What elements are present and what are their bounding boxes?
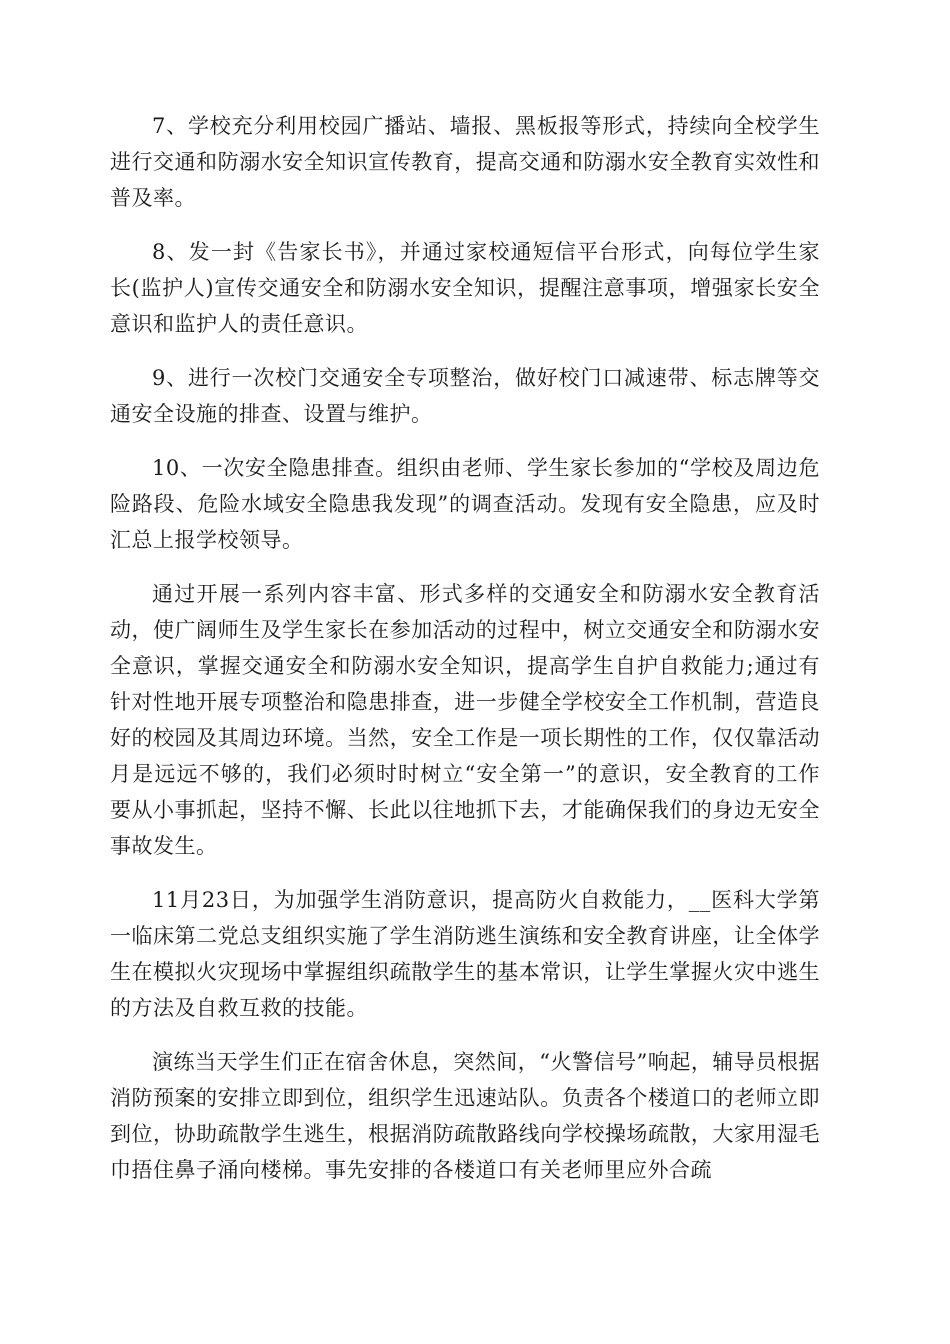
paragraph-item-7: 7、学校充分利用校园广播站、墙报、黑板报等形式，持续向全校学生进行交通和防溺水安全知识宣传教育，提高交通和防溺水安全教育实效性和普及率。 — [110, 114, 820, 210]
paragraph-fire-drill-process: 演练当天学生们正在宿舍休息，突然间，“火警信号”响起，辅导员根据消防预案的安排立即到位，组织学生迅速站队。负责各个楼道口的老师立即到位，协助疏散学生逃生，根据消防疏散路线向学校操场疏散，大家用湿毛巾捂住鼻子涌向楼梯。事先安排的各楼道口有关老师里应外合疏 — [110, 1050, 820, 1182]
paragraph-fire-drill-intro: 11月23日，为加强学生消防意识，提高防火自救能力，__医科大学第一临床第二党总支组织实施了学生消防逃生演练和安全教育讲座，让全体学生在模拟火灾现场中掌握组织疏散学生的基本常识，让学生掌握火灾中逃生的方法及自救互救的技能。 — [110, 888, 820, 1020]
paragraph-summary: 通过开展一系列内容丰富、形式多样的交通安全和防溺水安全教育活动，使广阔师生及学生家长在参加活动的过程中，树立交通安全和防溺水安全意识，掌握交通安全和防溺水安全知识，提高学生自护自救能力;通过有针对性地开展专项整治和隐患排查，进一步健全学校安全工作机制，营造良好的校园及其周边环境。当然，安全工作是一项长期性的工作，仅仅靠活动月是远远不够的，我们必须时时树立“安全第一”的意识，安全教育的工作要从小事抓起，坚持不懈、长此以往地抓下去，才能确保我们的身边无安全事故发生。 — [110, 582, 820, 858]
paragraph-item-8: 8、发一封《告家长书》，并通过家校通短信平台形式，向每位学生家长(监护人)宣传交通安全和防溺水安全知识，提醒注意事项，增强家长安全意识和监护人的责任意识。 — [110, 240, 820, 336]
paragraph-item-10: 10、一次安全隐患排查。组织由老师、学生家长参加的“学校及周边危险路段、危险水域安全隐患我发现”的调查活动。发现有安全隐患，应及时汇总上报学校领导。 — [110, 456, 820, 552]
paragraph-item-9: 9、进行一次校门交通安全专项整治，做好校门口减速带、标志牌等交通安全设施的排查、设置与维护。 — [110, 366, 820, 426]
